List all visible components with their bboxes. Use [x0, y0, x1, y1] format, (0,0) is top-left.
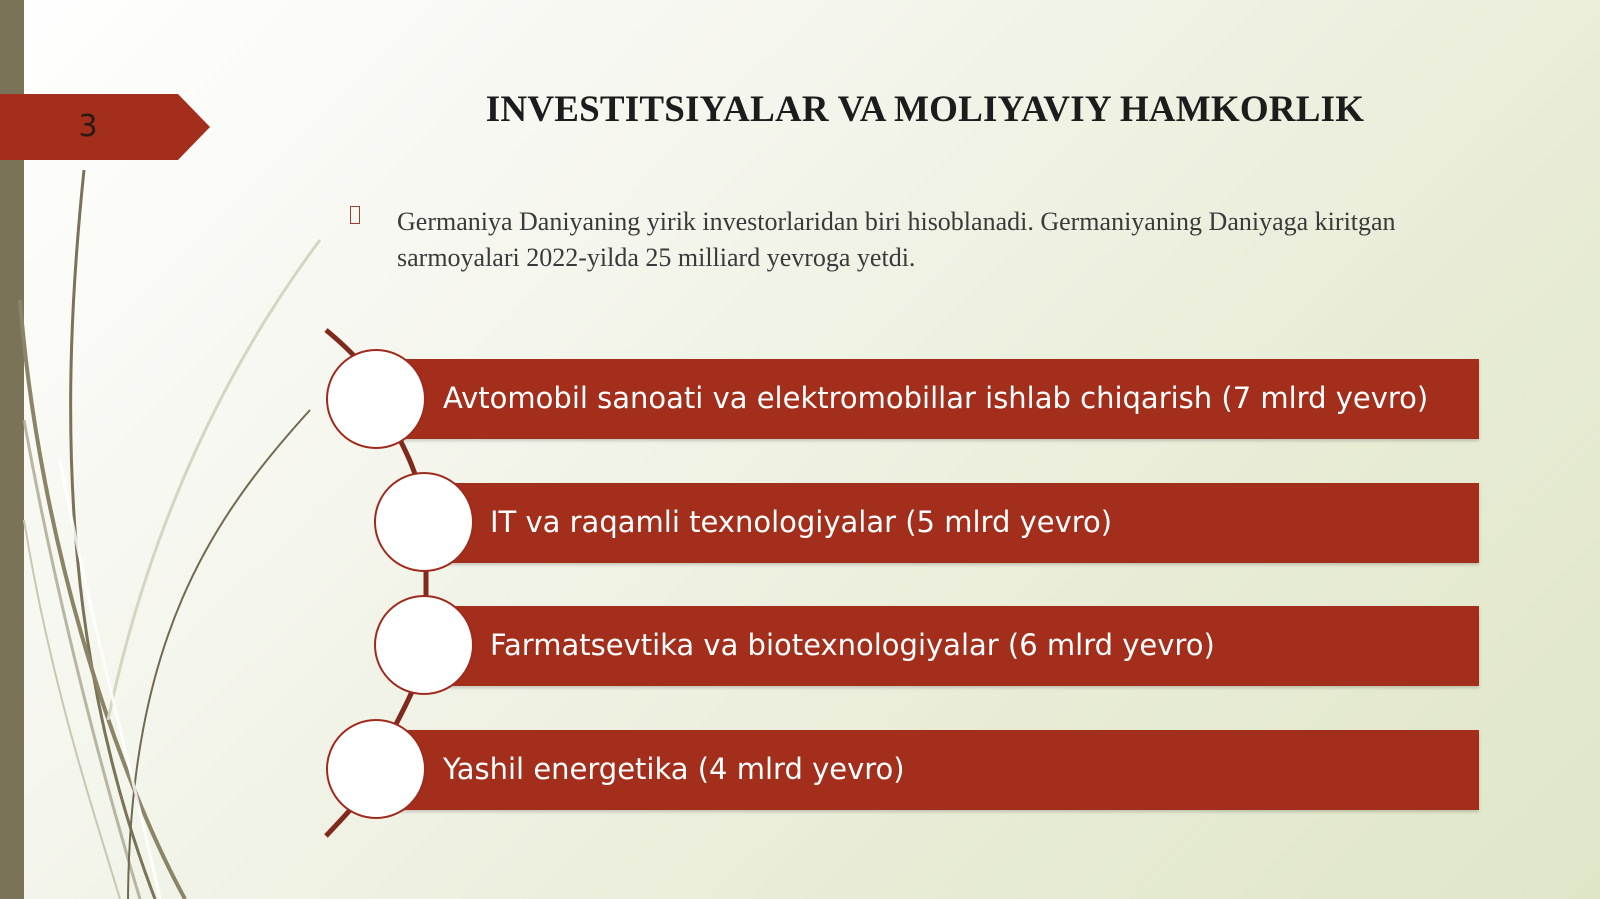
list-marker-circle — [374, 472, 474, 572]
investment-label: Farmatsevtika va biotexnologiyalar (6 mlrd yevro) — [490, 628, 1215, 662]
missing-glyph-box-icon — [350, 206, 360, 224]
list-marker-circle — [326, 719, 426, 819]
investment-label: IT va raqamli texnologiyalar (5 mlrd yevro) — [490, 505, 1113, 539]
slide-number: 3 — [78, 109, 98, 144]
body-paragraph: Germaniya Daniyaning yirik investorlaridan biri hisoblanadi. Germaniyaning Daniyaga kiritgan sarmoyalari 2022-yilda 25 milliard yevroga yetdi. — [397, 207, 1396, 272]
investment-bar-4 — [400, 730, 1479, 810]
slide-title: INVESTITSIYALAR VA MOLIYAVIY HAMKORLIK — [485, 89, 1365, 130]
list-marker-circle — [374, 595, 474, 695]
investment-bar-2 — [448, 483, 1479, 563]
investment-bar-1 — [400, 359, 1479, 439]
investment-label: Avtomobil sanoati va elektromobillar ishlab chiqarish (7 mlrd yevro) — [443, 381, 1429, 415]
list-marker-circle — [326, 349, 426, 449]
investment-bar-3 — [448, 606, 1479, 686]
investment-label: Yashil energetika (4 mlrd yevro) — [443, 752, 905, 786]
